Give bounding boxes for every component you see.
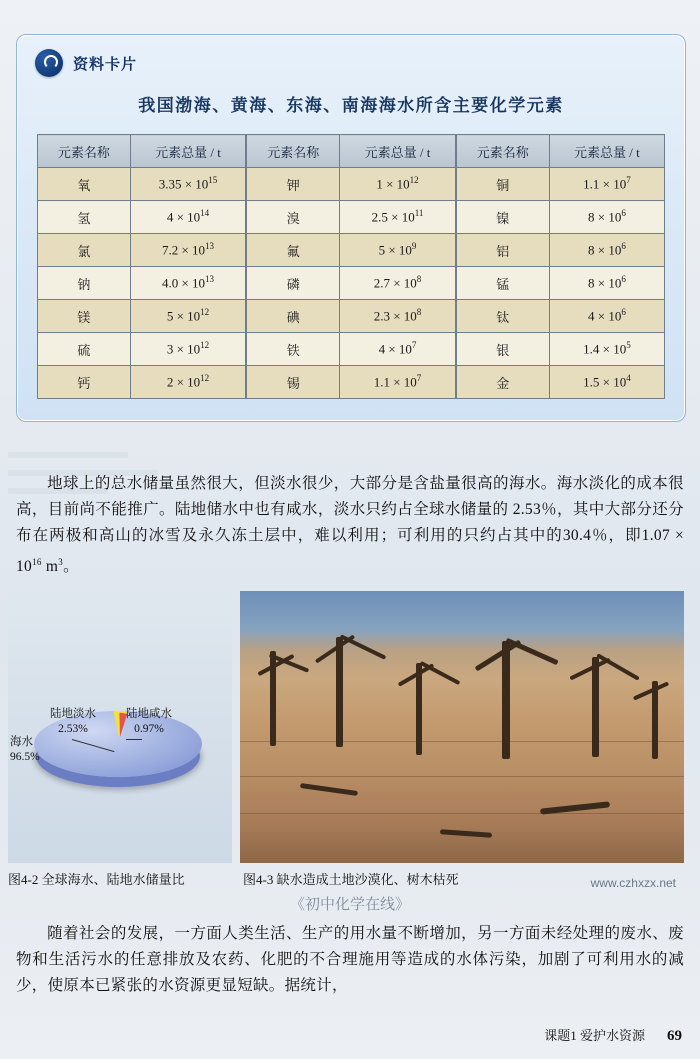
info-card-label: 资料卡片 <box>73 55 138 73</box>
cell-element-name: 硫 <box>38 333 131 366</box>
column-header-total-3: 元素总量 / t <box>549 135 664 168</box>
paragraph-2-text: 随着社会的发展，一方面人类生活、生产的用水量不断增加，另一方面未经处理的废水、废物和生活污水的任意排放及农药、化肥的不合理施用等造成的水体污染，加剧了可利用水的减少，使原本已紧张的水资源更显短缺。据统计， <box>16 924 684 994</box>
column-header-name-3: 元素名称 <box>456 135 550 168</box>
table-row <box>38 267 665 300</box>
cell-element-name: 钙 <box>38 366 131 399</box>
cell-element-total: $5 \times 10^{12}$ <box>130 300 246 333</box>
pie-figure-caption: 图4-2 全球海水、陆地水储量比 <box>8 872 185 887</box>
dead-branch <box>300 783 358 796</box>
table-row <box>38 333 665 366</box>
dead-tree <box>340 634 387 660</box>
pie-leader-line-salt <box>126 739 142 740</box>
cell-element-name: 铜 <box>456 168 550 201</box>
cell-element-name: 碘 <box>246 300 340 333</box>
cell-element-total: $2 \times 10^{12}$ <box>130 366 246 399</box>
dead-branch <box>440 829 492 838</box>
paragraph-1-period: 。 <box>63 557 79 575</box>
dead-tree <box>336 637 343 747</box>
cell-element-name: 金 <box>456 366 550 399</box>
desertification-photo <box>240 591 684 863</box>
info-circle-icon <box>35 49 63 77</box>
table-row <box>38 201 665 234</box>
cell-element-total: $8 \times 10^6$ <box>549 234 664 267</box>
cell-element-name: 钾 <box>246 168 340 201</box>
photo-figure-caption: 图4-3 缺水造成土地沙漠化、树木枯死 <box>243 872 459 887</box>
cell-element-name: 锰 <box>456 267 550 300</box>
cell-element-name: 钛 <box>456 300 550 333</box>
pie-label-sea-value: 96.5% <box>10 751 40 763</box>
cell-element-name: 氢 <box>38 201 131 234</box>
cell-element-name: 铝 <box>456 234 550 267</box>
page-footer <box>544 1025 682 1045</box>
body-paragraph-2 <box>16 921 684 999</box>
elements-table <box>37 134 665 399</box>
cell-element-total: $4 \times 10^7$ <box>340 333 456 366</box>
pie-label-sea <box>10 735 68 765</box>
dead-tree <box>502 641 510 759</box>
page-number: 69 <box>667 1028 682 1044</box>
pie-label-fresh-name: 陆地淡水 <box>50 708 96 720</box>
cell-element-total: $7.2 \times 10^{13}$ <box>130 234 246 267</box>
footer-section-title: 课题1 爱护水资源 <box>544 1028 645 1043</box>
elements-table-wrapper <box>37 134 665 399</box>
table-row <box>38 366 665 399</box>
dead-tree <box>505 638 558 665</box>
cell-element-name: 铁 <box>246 333 340 366</box>
cell-element-name: 氧 <box>38 168 131 201</box>
cell-element-total: $2.5 \times 10^{11}$ <box>340 201 456 234</box>
cell-element-total: $3 \times 10^{12}$ <box>130 333 246 366</box>
dead-tree <box>416 663 422 755</box>
cell-element-total: $1.1 \times 10^7$ <box>549 168 664 201</box>
column-header-total-1: 元素总量 / t <box>130 135 246 168</box>
pie-label-salt-name: 陆地咸水 <box>126 708 172 720</box>
cell-element-name: 镁 <box>38 300 131 333</box>
cell-element-total: $4 \times 10^{14}$ <box>130 201 246 234</box>
paragraph-1-exponent: 16 <box>32 556 42 567</box>
cell-element-name: 镍 <box>456 201 550 234</box>
table-row <box>38 168 665 201</box>
cell-element-total: $2.7 \times 10^8$ <box>340 267 456 300</box>
pie-label-salt-value: 0.97% <box>134 723 164 735</box>
cell-element-total: $5 \times 10^9$ <box>340 234 456 267</box>
cell-element-name: 氯 <box>38 234 131 267</box>
cell-element-total: $1.1 \times 10^7$ <box>340 366 456 399</box>
dead-tree <box>420 661 461 685</box>
photo-sand-line <box>240 813 684 814</box>
cell-element-total: $1.4 \times 10^5$ <box>549 333 664 366</box>
cell-element-total: $4.0 \times 10^{13}$ <box>130 267 246 300</box>
pie-label-fresh <box>36 707 110 737</box>
cell-element-name: 银 <box>456 333 550 366</box>
dead-tree <box>633 681 669 700</box>
dead-tree <box>596 653 640 680</box>
paragraph-1-unit-exponent: 3 <box>58 556 64 567</box>
cell-element-total: $8 \times 10^6$ <box>549 267 664 300</box>
watermark-text: 《初中化学在线》 <box>289 897 411 913</box>
cell-element-total: $2.3 \times 10^8$ <box>340 300 456 333</box>
dead-tree <box>592 657 599 757</box>
body-paragraph-1 <box>16 471 684 580</box>
pie-label-fresh-value: 2.53% <box>58 723 88 735</box>
table-header-row <box>38 135 665 168</box>
photo-sand-line <box>240 776 684 777</box>
watermark-url: www.czhxzx.net <box>590 876 676 890</box>
table-title: 我国渤海、黄海、东海、南海海水所含主要化学元素 <box>138 96 564 115</box>
column-header-total-2: 元素总量 / t <box>340 135 456 168</box>
cell-element-total: $1.5 \times 10^4$ <box>549 366 664 399</box>
cell-element-name: 磷 <box>246 267 340 300</box>
cell-element-name: 溴 <box>246 201 340 234</box>
photo-sand-line <box>240 741 684 742</box>
cell-element-total: $3.35 \times 10^{15}$ <box>130 168 246 201</box>
cell-element-name: 锡 <box>246 366 340 399</box>
cell-element-name: 钠 <box>38 267 131 300</box>
pie-label-salt <box>112 707 186 737</box>
cell-element-name: 氟 <box>246 234 340 267</box>
dead-tree <box>652 681 658 759</box>
info-card <box>16 34 686 422</box>
cell-element-total: $8 \times 10^6$ <box>549 201 664 234</box>
column-header-name-2: 元素名称 <box>246 135 340 168</box>
info-card-header <box>35 49 137 77</box>
cell-element-total: $4 \times 10^6$ <box>549 300 664 333</box>
paragraph-1-text: 地球上的总水储量虽然很大，但淡水很少，大部分是含盐量很高的海水。海水淡化的成本很高，目前尚不能推广。陆地储水中也有咸水，淡水只约占全球水储量的 2.53％，其中大部分还分布在两极和高山的冰雪及永久冻土层中，难以利用；可利用的只约占其中的30.4％，即1.07 × 10 <box>16 474 684 575</box>
table-row <box>38 300 665 333</box>
pie-label-sea-name: 海水 <box>10 736 33 748</box>
cell-element-total: $1 \times 10^{12}$ <box>340 168 456 201</box>
column-header-name-1: 元素名称 <box>38 135 131 168</box>
table-row <box>38 234 665 267</box>
paragraph-1-unit: m <box>41 557 59 575</box>
pie-chart-figure <box>8 591 232 863</box>
